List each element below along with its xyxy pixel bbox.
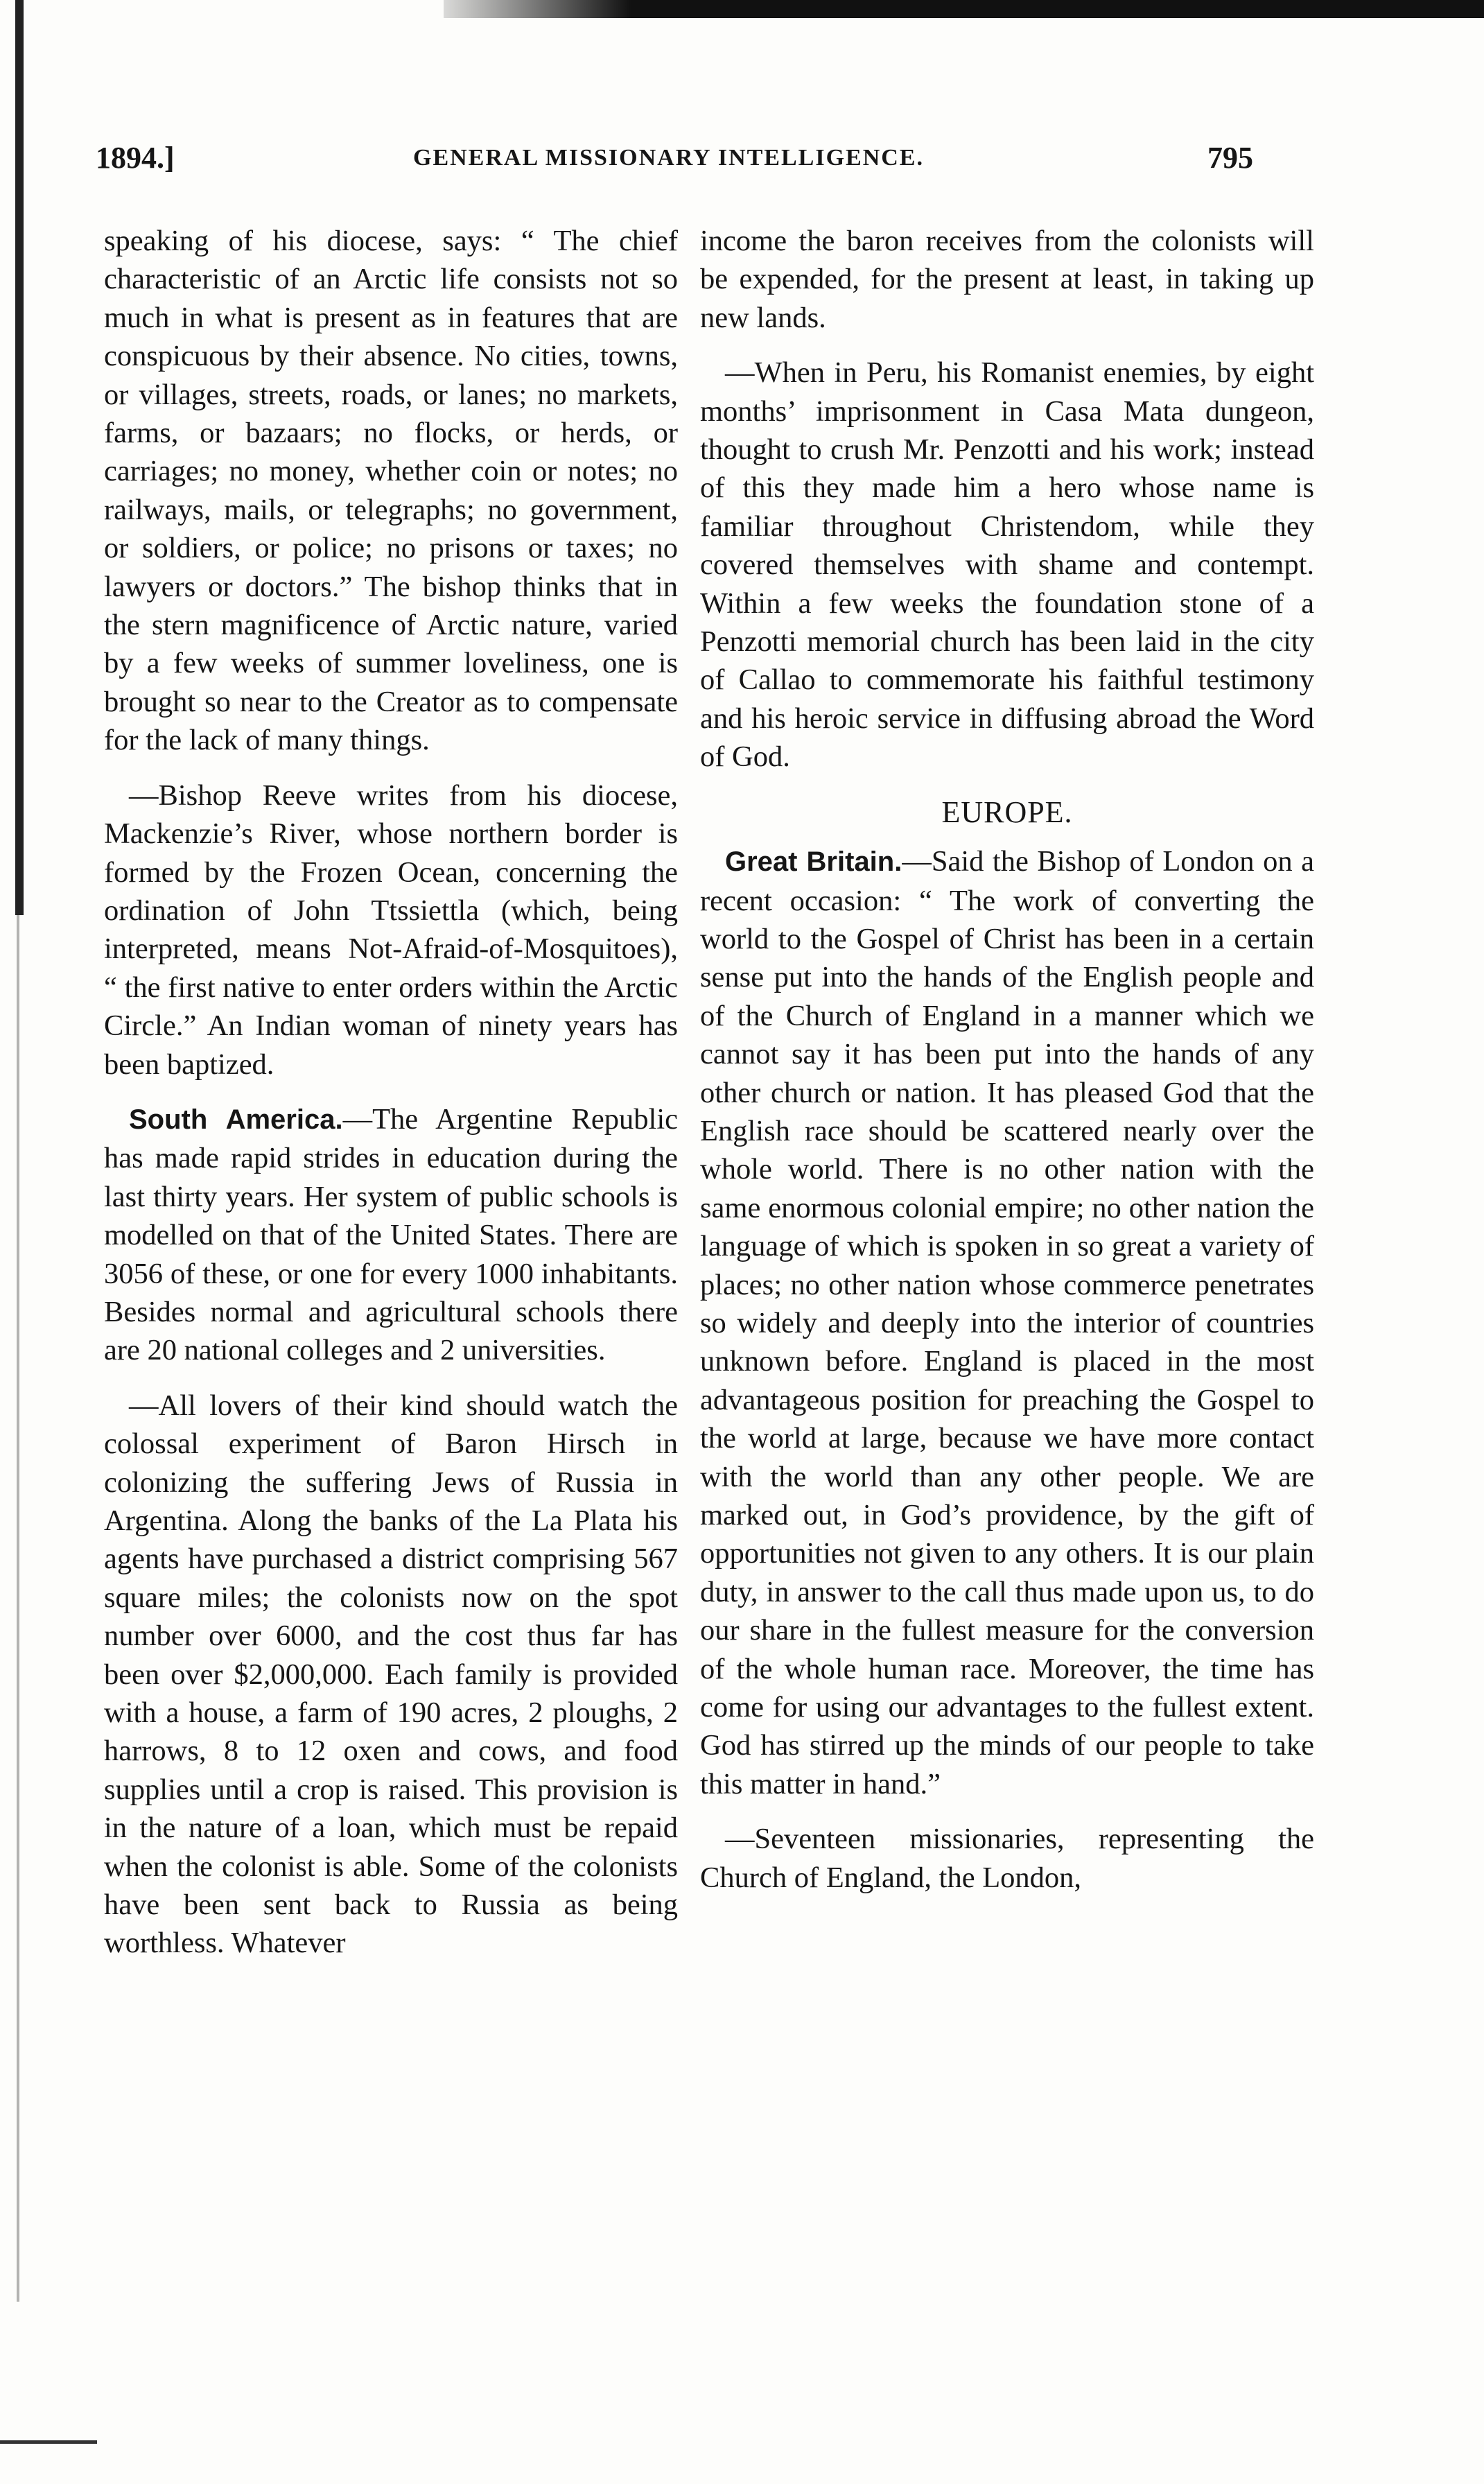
paragraph-baron-income: income the baron receives from the colonists will be expended, for the present at least, in taking up new lands. <box>700 225 1314 334</box>
paragraph-baron-hirsch: —All lovers of their kind should watch the colossal experiment of Baron Hirsch in colonizing the suffering Jews of Russia in Argentina. Along the banks of the La Plata his agents have purchased a district comprising 567 square miles; the colonists now on the spot number over 6000, and the cost thus far has been over $2,000,000. Each family is provided with a house, a farm of 190 acres, 2 ploughs, 2 harrows, 8 to 12 oxen and cows, and food supplies until a crop is raised. This provision is in the nature of a loan, which must be repaid when the colonist is able. Some of the colonists have been sent back to Russia as being worthless. Whatever <box>104 1389 678 1960</box>
section-lead-south-america: South America. <box>129 1104 343 1135</box>
scan-top-border <box>444 0 1484 18</box>
paragraph-seventeen-missionaries: —Seventeen missionaries, representing the Church of England, the London, <box>700 1823 1314 1894</box>
paragraph-great-britain <box>700 842 1314 1803</box>
scan-left-shadow <box>17 915 19 2302</box>
paragraph-great-britain-text: —Said the Bishop of London on a recent occasion: “ The work of converting the world to the Gospel of Christ has been in a certain sense put into the hands of the English people and of the Church of England in a manner which we cannot say it has been put into the hands of any other church or nation. It has pleased God that the English race should be scattered nearly over the whole world. There is no other nation with the same enormous colonial empire; no other nation the language of which is spoken in so great a variety of places; no other nation whose commerce penetrates so widely and deeply into the interior of countries unknown before. England is placed in the most advantageous position for preaching the Gospel to the world at large, because we have more contact with the world than any other people. We are marked out, in God’s providence, by the gift of opportunities not given to any others. It is our plain duty, in answer to the call thus made upon us, to do our share in the fullest measure for the conversion of the whole human race. Moreover, the time has come for using our advantages to the fullest extent. God has stirred up the minds of our people to take this matter in hand.” <box>700 845 1314 1800</box>
left-column <box>104 222 678 1979</box>
paragraph-south-america <box>104 1100 678 1370</box>
paragraph-penzotti: —When in Peru, his Romanist enemies, by eight months’ imprisonment in Casa Mata dungeon, thought to crush Mr. Penzotti and his work; instead of this they made him a hero whose name is familiar throughout Christendom, while they covered themselves with shame and contempt. Within a few weeks the foundation stone of a Penzotti memorial church has been laid in the city of Callao to commemorate his faithful testimony and his heroic service in diffusing abroad the Word of God. <box>700 356 1314 774</box>
section-heading-europe: EUROPE. <box>941 794 1073 829</box>
paragraph-bishop-reeve: —Bishop Reeve writes from his diocese, Mackenzie’s River, whose northern border is formed by the Frozen Ocean, concerning the ordination of John Ttssiettla (which, being interpreted, means Not-Afraid-of-Mosquitoes), “ the first native to enter orders within the Arctic Circle.” An Indian woman of ninety years has been baptized. <box>104 779 678 1081</box>
running-head-title: GENERAL MISSIONARY INTELLIGENCE. <box>413 145 924 171</box>
right-column <box>700 222 1314 1913</box>
paragraph-arctic-life: speaking of his diocese, says: “ The chief characteristic of an Arctic life consists not so much in what is present as in features that are conspicuous by their absence. No cities, towns, or villages, streets, roads, or lanes; no markets, farms, or bazaars; no flocks, or herds, or carriages; no money, whether coin or notes; no railways, mails, or telegraphs; no government, or soldiers, or police; no prisons or taxes; no lawyers or doctors.” The bishop thinks that in the stern magnificence of Arctic nature, varied by a few weeks of summer loveliness, one is brought so near to the Creator as to compensate for the lack of many things. <box>104 225 678 757</box>
paragraph-south-america-text: —The Argentine Republic has made rapid strides in education during the last thirty years. Her system of public schools is modelled on that of the United States. There are 3056 of these, or one for every 1000 inhabitants. Besides normal and agricultural schools there are 20 national colleges and 2 universities. <box>104 1102 678 1367</box>
running-head-year: 1894.] <box>96 141 175 175</box>
section-lead-great-britain: Great Britain. <box>725 846 902 878</box>
page-number: 795 <box>1207 141 1253 175</box>
scan-left-border <box>15 0 24 915</box>
scan-bottom-mark <box>0 2440 97 2444</box>
